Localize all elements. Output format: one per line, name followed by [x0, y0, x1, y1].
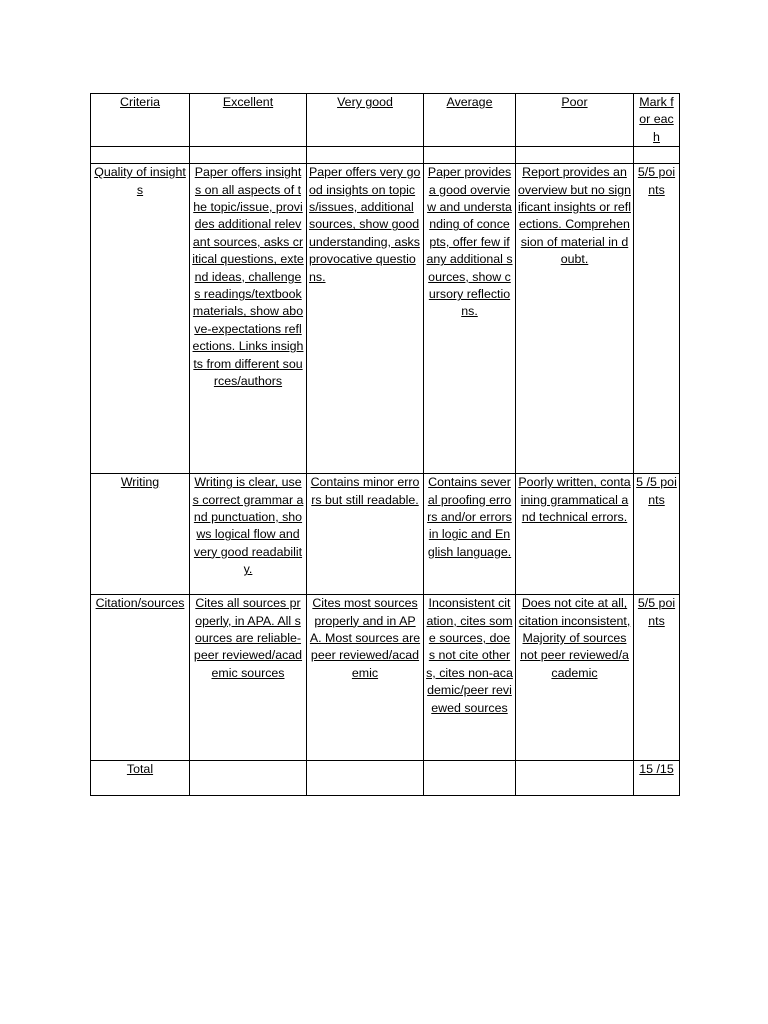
- mark-cell: 5/5 points: [634, 164, 680, 474]
- spacer-row: [91, 147, 680, 164]
- empty-cell: [424, 761, 516, 796]
- excellent-cell: Cites all sources properly, in APA. All sources are reliable- peer reviewed/academic sources: [190, 595, 307, 761]
- spacer-cell: [424, 147, 516, 164]
- very-good-cell: Paper offers very good insights on topics/issues, additional sources, show good understanding, asks provocative questions.: [307, 164, 424, 474]
- header-mark: Mark for each: [634, 94, 680, 147]
- spacer-cell: [516, 147, 634, 164]
- excellent-cell: Writing is clear, uses correct grammar and punctuation, shows logical flow and very good readability.: [190, 474, 307, 595]
- poor-cell: Report provides an overview but no significant insights or reflections. Comprehension of material in doubt.: [516, 164, 634, 474]
- header-very-good: Very good: [307, 94, 424, 147]
- very-good-cell: Contains minor errors but still readable.: [307, 474, 424, 595]
- header-average: Average: [424, 94, 516, 147]
- mark-cell: 5/5 points: [634, 595, 680, 761]
- spacer-cell: [91, 147, 190, 164]
- grading-rubric-table: [90, 93, 680, 796]
- very-good-cell: Cites most sources properly and in APA. Most sources are peer reviewed/academic: [307, 595, 424, 761]
- total-row: [91, 761, 680, 796]
- poor-cell: Does not cite at all, citation inconsistent, Majority of sources not peer reviewed/academic: [516, 595, 634, 761]
- empty-cell: [190, 761, 307, 796]
- table-row: [91, 595, 680, 761]
- empty-cell: [516, 761, 634, 796]
- header-criteria: Criteria: [91, 94, 190, 147]
- header-excellent: Excellent: [190, 94, 307, 147]
- average-cell: Paper provides a good overview and understanding of concepts, offer few if any additional sources, show cursory reflections.: [424, 164, 516, 474]
- spacer-cell: [307, 147, 424, 164]
- header-row: [91, 94, 680, 147]
- table-row: [91, 474, 680, 595]
- average-cell: Contains several proofing errors and/or errors in logic and English language.: [424, 474, 516, 595]
- total-mark: 15 /15: [634, 761, 680, 796]
- total-label: Total: [91, 761, 190, 796]
- spacer-cell: [634, 147, 680, 164]
- empty-cell: [307, 761, 424, 796]
- criterion-cell: Writing: [91, 474, 190, 595]
- table-row: [91, 164, 680, 474]
- criterion-cell: Quality of insights: [91, 164, 190, 474]
- spacer-cell: [190, 147, 307, 164]
- mark-cell: 5 /5 points: [634, 474, 680, 595]
- header-poor: Poor: [516, 94, 634, 147]
- excellent-cell: Paper offers insights on all aspects of the topic/issue, provides additional relevant sources, asks critical questions, extend ideas, challenges readings/textbook materials, show above-expectations reflections. Links insights from different sources/authors: [190, 164, 307, 474]
- poor-cell: Poorly written, containing grammatical and technical errors.: [516, 474, 634, 595]
- criterion-cell: Citation/sources: [91, 595, 190, 761]
- average-cell: Inconsistent citation, cites some sources, does not cite others, cites non-academic/peer reviewed sources: [424, 595, 516, 761]
